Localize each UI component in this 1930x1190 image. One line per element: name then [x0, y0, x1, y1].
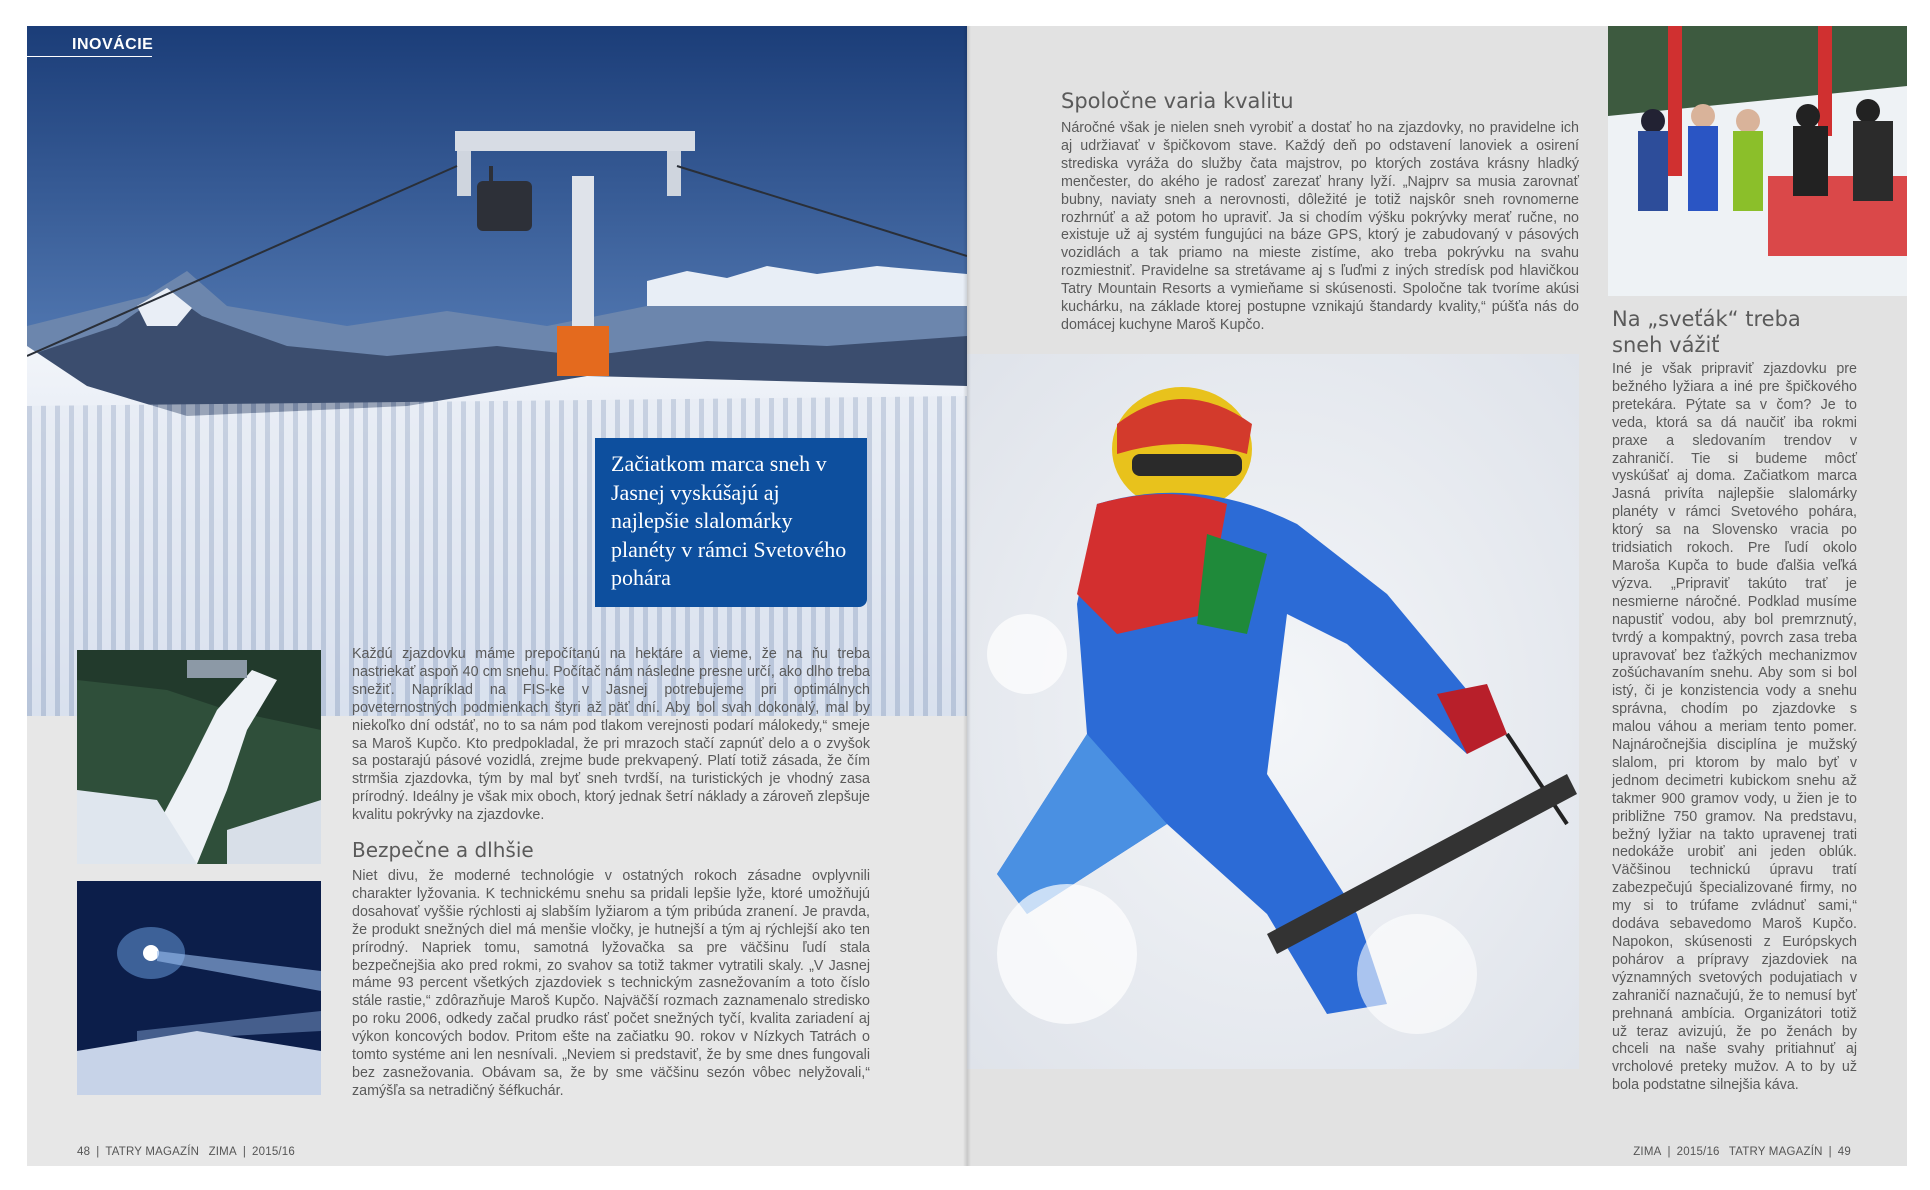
intro-paragraph: Každú zjazdovku máme prepočítanú na hektáre a vieme, že na ňu treba nastriekať aspoň 40 cm snehu. Počítač nám následne presne určí, ako dlho treba snežiť. Napríklad na FIS-ke v Jasnej potrebujeme pri optimálnych poveternostných podmienkach štyri až päť dní. Aby bol svah dokonalý, mal by niekoľko dní odstáť, no to sa nám pod tlakom verejnosti podarí málokedy,“ smeje sa Maroš Kupčo. Kto predpokladal, že pri mrazoch stačí zapnúť delo a o zvyšok sa postarajú pásové vozidlá, zrejme bude prekvapený. Platí totiž zásada, že čím strmšia zjazdovka, tým by mal byť sneh tvrdší, na turistických je vhodný zasa prírodný. Ideálny je však mix oboch, ktorý jednak šetrí náklady a zároveň zlepšuje kvalitu pokrývky na zjazdovke.: [352, 646, 870, 824]
photo-race-finish: [1608, 26, 1907, 296]
subheading-quality: Spoločne varia kvalitu: [1061, 89, 1294, 113]
spine-gutter: [963, 26, 971, 1166]
pullquote-box: Začiatkom marca sneh v Jasnej vyskúšajú aj najlepšie slalomárky planéty v rámci Svetového pohára: [595, 438, 867, 607]
magazine-spread: [27, 26, 1907, 1166]
season: ZIMA: [208, 1146, 237, 1158]
magazine-name: TATRY MAGAZÍN: [1728, 1146, 1823, 1158]
magazine-name: TATRY MAGAZÍN: [105, 1146, 200, 1158]
year: 2015/16: [252, 1146, 296, 1158]
folio-left: 48 | TATRY MAGAZÍN ZIMA | 2015/16: [77, 1146, 296, 1158]
folio-right: ZIMA | 2015/16 TATRY MAGAZÍN | 49: [1633, 1146, 1851, 1158]
photo-ski-slope-aerial: [77, 650, 321, 864]
section-tag-underline: [27, 56, 152, 57]
year: 2015/16: [1676, 1146, 1720, 1158]
subheading-safety: Bezpečne a dlhšie: [352, 838, 534, 862]
right-page: [967, 26, 1907, 1166]
section-tag: INOVÁCIE: [72, 36, 154, 53]
page-number: 48: [77, 1146, 91, 1158]
paragraph-quality: Náročné však je nielen sneh vyrobiť a dostať ho na zjazdovky, no pravidelne ich aj udržiavať v špičkovom stave. Každý deň po odstavení lanoviek a osirení strediska vyráža do služby čata majstrov, po ktorých zostáva krásny hladký menčester, do akého je radosť zarezať hrany lyží. „Najprv sa musia zarovnať bubny, naviaty sneh a nerovnosti, dôležité je totiž najskôr sneh rovnomerne rozhrnúť a až potom ho upraviť. Ja si chodím výšku pokrývky merať ručne, no existuje už aj systém fungujúci na báze GPS, ktorý je zabudovaný v pásových vozidlách a tak priamo na mieste zistíme, ako treba pokrývku na svahu rozmiestniť. Pravidelne sa stretávame aj s ľuďmi z iných stredísk pod hlavičkou Tatry Mountain Resorts a vymieňame si skúsenosti. Spoločne tak tvoríme akúsi kuchárku, na základe ktorej postupne vznikajú štandardy kvality,“ púšťa nás do domácej kuchyne Maroš Kupčo.: [1061, 120, 1579, 333]
paragraph-safety: Niet divu, že moderné technológie v ostatných rokoch zásadne ovplyvnili charakter lyžovania. K technickému snehu sa pridali lepšie lyže, ktoré umožňujú dosahovať vyššie rýchlosti aj slabším lyžiarom a tým pribúda zranení. Je pravda, že produkt snežných diel má menšie vločky, je hutnejší a tým aj rýchlejší ako ten prírodný. Napriek tomu, samotná lyžovačka sa pre väčšinu ľudí stala bezpečnejšia ako pred rokmi, zo svahov sa totiž takmer vytratili skaly. „V Jasnej máme 93 percent všetkých zjazdoviek s technickým zasnežovaním a toto číslo stále rastie,“ zdôrazňuje Maroš Kupčo. Najväčší rozmach zaznamenalo stredisko po roku 2006, odkedy začal prudko rásť počet snežných tyčí, kvalita zariadení aj výkon koncových bodov. Pritom ešte na začiatku 90. rokov v Nízkych Tatrách o tomto systéme ani len nesnívali. „Neviem si predstaviť, že by sme dnes fungovali bez zasnežovania. Obávam sa, že by sme väčšinu sezón vôbec nelyžovali,“ zamýšľa sa netradičný šéfkuchár.: [352, 868, 870, 1099]
photo-slalom-skier: [967, 354, 1579, 1069]
subheading-world-cup: Na „sveťák“ treba sneh vážiť: [1612, 307, 1801, 357]
hero-photo-groomed-slope: [27, 26, 967, 716]
paragraph-world-cup: Iné je však pripraviť zjazdovku pre bežného lyžiara a iné pre špičkového pretekára. Pýtate sa v čom? Je to veda, ktorá sa dá naučiť iba rokmi praxe a sledovaním trendov v zahraničí. Tie si budeme môcť vyskúšať aj doma. Začiatkom marca Jasná privíta najlepšie slalomárky planéty v rámci Svetového pohára, ktorý sa na Slovensko vracia po tridsiatich rokoch. Pre ľudí okolo Maroša Kupča to bude ďalšia veľká výzva. „Pripraviť takúto trať je nesmierne náročné. Podklad musíme napustiť vodou, aby bol premrznutý, tvrdý a kompaktný, povrch zasa treba upravovať bez ťažkých mechanizmov zošúchavaním snehu. Aby som si bol istý, či je konzistencia vody a snehu správna, chodím po zjazdovke s malou váhou a meriam tento pomer. Najnáročnejšia disciplína je mužský slalom, pri ktorom by malo byť v jednom decimetri kubickom snehu až takmer 900 gramov vody, u žien je to približne 750 gramov. Na predstavu, bežný lyžiar na takto upravenej trati nedokáže urobiť ani jeden oblúk. Väčšinou technickú úpravu tratí zabezpečujú špecializované firmy, no my si to trúfame zvládnuť sami,“ dodáva sebavedomo Maroš Kupčo. Napokon, skúsenosti z Európskych pohárov a prípravy zjazdoviek na významných svetových podujatiach v zahraničí naznačujú, že to nemusí byť prehnaná ambícia. Organizátori totiž už teraz avizujú, že po ženách by chceli na naše svahy pritiahnuť aj vrcholové preteky mužov. A to by už bola podstatne silnejšia káva.: [1612, 361, 1857, 1094]
page-number: 49: [1837, 1146, 1851, 1158]
photo-night-snowmaking: [77, 881, 321, 1095]
season: ZIMA: [1633, 1146, 1662, 1158]
left-page: [27, 26, 967, 1166]
